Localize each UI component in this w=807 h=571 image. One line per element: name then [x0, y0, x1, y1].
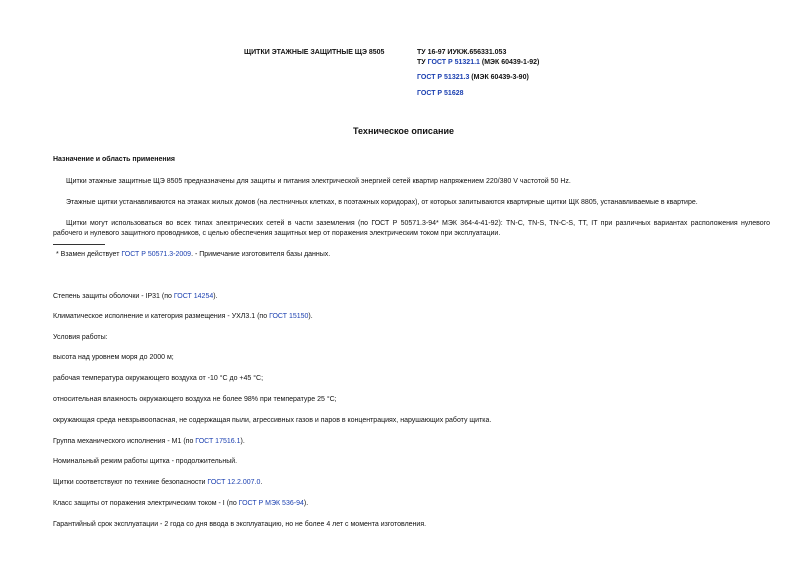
section-heading: Назначение и область применения [53, 156, 175, 163]
gost-51321-1-line [417, 58, 539, 67]
footnote-gost-link[interactable]: ГОСТ Р 50571.3-2009 [121, 251, 192, 258]
paragraph-purpose: Щитки этажные защитные ЩЭ 8505 предназначены для защиты и питания электрической энергией сетей квартир напряжением 220/380 V частотой 50 Hz. [66, 178, 571, 185]
operating-mode: Номинальный режим работы щитка - продолжительный. [53, 458, 238, 465]
class-suffix: ). [303, 500, 309, 507]
condition-temperature: рабочая температура окружающего воздуха от -10 °С до +45 °С; [53, 375, 264, 382]
safety-suffix: . [260, 479, 263, 486]
gost-14254-link[interactable]: ГОСТ 14254 [173, 293, 214, 300]
mechanical-suffix: ). [240, 438, 245, 445]
warranty: Гарантийный срок эксплуатации - 2 года со дня ввода в эксплуатацию, но не более 4 лет с момента изготовления. [53, 521, 427, 528]
paragraph-networks-line1: Щитки могут использоваться во всех типах электрических сетей в части заземления (по ГОСТ Р 50571.3-94* МЭК 364-4-41-92): TN-C, TN-S, TN-C-S, TT, IT при различных вариантах расположения нулевого [66, 220, 770, 227]
gost-51321-1-link[interactable]: ГОСТ Р 51321.1 [427, 59, 480, 66]
climate-text: Климатическое исполнение и категория размещения - УХЛ3.1 (по [53, 313, 268, 320]
gost-12-2-007-0-link[interactable]: ГОСТ 12.2.007.0 [207, 479, 261, 486]
protection-suffix: ). [213, 293, 218, 300]
safety-text: Щитки соответствуют по технике безопасности [53, 479, 206, 486]
document-title: Техническое описание [353, 126, 454, 136]
condition-environment: окружающая среда невзрывоопасная, не содержащая пыли, агрессивных газов и паров в концентрациях, нарушающих работу щитка. [53, 417, 492, 424]
mechanical-text: Группа механического исполнения - М1 (по [53, 438, 194, 445]
climate-category [53, 312, 313, 321]
product-title: ЩИТКИ ЭТАЖНЫЕ ЗАЩИТНЫЕ ЩЭ 8505 [244, 49, 385, 56]
footnote-suffix: . - Примечание изготовителя базы данных. [191, 251, 331, 258]
gost-51321-3-link[interactable]: ГОСТ Р 51321.3 [417, 74, 470, 81]
safety-compliance [53, 478, 262, 487]
mechanical-group [53, 437, 245, 446]
protection-class [53, 499, 308, 508]
gost-51628-line [417, 89, 464, 98]
protection-text: Степень защиты оболочки - IP31 (по [53, 293, 172, 300]
footnote-prefix: * Взамен действует [56, 251, 120, 258]
condition-altitude: высота над уровнем моря до 2000 м; [53, 354, 174, 361]
protection-degree [53, 292, 218, 301]
condition-humidity: относительная влажность окружающего воздуха не более 98% при температуре 25 °С; [53, 396, 337, 403]
paragraph-install: Этажные щитки устанавливаются на этажах жилых домов (на лестничных клетках, в поэтажных коридорах), от которых запитываются квартирные щитки ЩК 8805, устанавливаемые в квартире. [66, 199, 698, 206]
gost-51628-link[interactable]: ГОСТ Р 51628 [417, 90, 464, 97]
gost-51321-3-suffix: (МЭК 60439-3-90) [471, 74, 529, 81]
gost-51321-1-suffix: (МЭК 60439-1-92) [481, 59, 540, 66]
paragraph-networks-line2: рабочего и нулевого защитного проводников, с целью обеспечения защитных мер от поражения электрическим током при эксплуатации. [53, 230, 501, 237]
gost-17516-1-link[interactable]: ГОСТ 17516.1 [195, 438, 241, 445]
gost-15150-link[interactable]: ГОСТ 15150 [269, 313, 309, 320]
footnote [56, 250, 330, 259]
climate-suffix: ). [308, 313, 313, 320]
tu-line: ТУ 16-97 ИУКЖ.656331.053 [417, 49, 507, 56]
gost-51321-3-line [417, 73, 529, 82]
conditions-label: Условия работы: [53, 334, 108, 341]
gost-iec-536-link[interactable]: ГОСТ Р МЭК 536-94 [238, 500, 304, 507]
footnote-rule [53, 244, 105, 245]
class-text: Класс защиты от поражения электрическим током - I (по [53, 500, 237, 507]
tu-prefix: ТУ [417, 59, 426, 66]
